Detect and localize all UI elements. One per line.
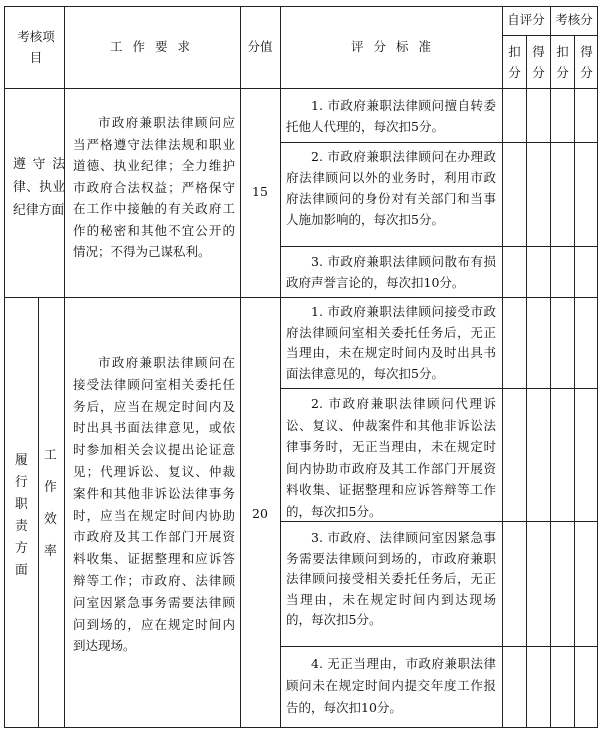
rule-header-bottom xyxy=(4,88,598,89)
rule-score-col xyxy=(280,6,281,728)
s2-criterion-4: 4. 无正当理由，市政府兼职法律顾问未在规定时间内提交年度工作报告的，每次扣10分。 xyxy=(286,656,496,715)
rule-item-col xyxy=(64,6,65,728)
s2-category: 履行职责方面 xyxy=(15,453,28,578)
rule-left xyxy=(4,6,5,728)
rule-s1-bottom xyxy=(4,297,598,298)
s2-criterion-3: 3. 市政府、法律顾问室因紧急事务需要法律顾问到场的，市政府兼职法律顾问接受相关委托任务后，无正当理由，未在规定时间内到达现场的，每次扣5分。 xyxy=(286,530,496,627)
s1-criterion-2: 2. 市政府兼职法律顾问在办理政府法律顾问以外的业务时，利用市政府法律顾问的身份对有关部门和当事人施加影响的，每次扣5分。 xyxy=(286,149,496,227)
s2-requirement: 市政府兼职法律顾问在接受法律顾问室相关委托任务后，应当在规定时间内及时出具书面法律意见，或依时参加相关会议提出论证意见；代理诉讼、复议、仲裁案件和其他非诉讼法律事务时，应当在规定时间内协助市政府及其工作部门开展资料收集、证据整理和应诉答辩等工作；市政府、法律顾问室因紧急事务需要法律顾问到场的，应在规定时间内到达现场。 xyxy=(73,355,235,654)
rule-assess-mid xyxy=(574,35,575,728)
header-criteria: 评分标准 xyxy=(350,39,441,54)
header-self-eval: 自评分 xyxy=(507,12,545,27)
s2-score: 20 xyxy=(252,506,268,521)
s2-criterion-2: 2. 市政府兼职法律顾问代理诉讼、复议、仲裁案件和其他非诉讼法律事务时，无正当理由，未在规定时间内协助市政府及其工作部门开展资料收集、证据整理和应诉答辩等工作的，每次扣5分。 xyxy=(286,396,496,519)
header-score: 分值 xyxy=(247,39,273,54)
header-assess-got: 得分 xyxy=(580,44,593,80)
rule-self-mid xyxy=(526,35,527,728)
rule-sub-col xyxy=(38,297,39,728)
header-self-deduct: 扣分 xyxy=(508,44,521,80)
header-assess-deduct: 扣分 xyxy=(556,44,569,80)
header-requirements: 工作要求 xyxy=(109,39,200,54)
s1-criterion-3: 3. 市政府兼职法律顾问散布有损政府声誉言论的，每次扣10分。 xyxy=(286,254,496,290)
s1-category: 遵守法律、执业纪律方面 xyxy=(13,157,65,218)
rule-req-col xyxy=(240,6,241,728)
rule-bottom xyxy=(4,727,598,728)
s1-score: 15 xyxy=(252,184,268,199)
header-self-got: 得分 xyxy=(532,44,545,80)
rule-right xyxy=(597,6,598,728)
header-item-col: 考核项目 xyxy=(17,29,55,65)
s2-subcategory: 工作效率 xyxy=(44,448,57,559)
s1-criterion-1: 1. 市政府兼职法律顾问擅自转委托他人代理的，每次扣5分。 xyxy=(286,98,496,134)
s2-criterion-1: 1. 市政府兼职法律顾问接受市政府法律顾问室相关委托任务后，无正当理由，未在规定时间内及时出具书面法律意见的，每次扣5分。 xyxy=(286,304,496,381)
rule-std-col xyxy=(502,6,503,728)
rule-self-assess xyxy=(550,6,551,728)
s1-requirement: 市政府兼职法律顾问应当严格遵守法律法规和职业道德、执业纪律；全力维护市政府合法权益；严格保守在工作中接触的有关政府工作的秘密和其他不宜公开的情况；不得为己谋私利。 xyxy=(73,115,235,259)
rule-top xyxy=(4,6,598,7)
header-assess-eval: 考核分 xyxy=(555,12,593,27)
